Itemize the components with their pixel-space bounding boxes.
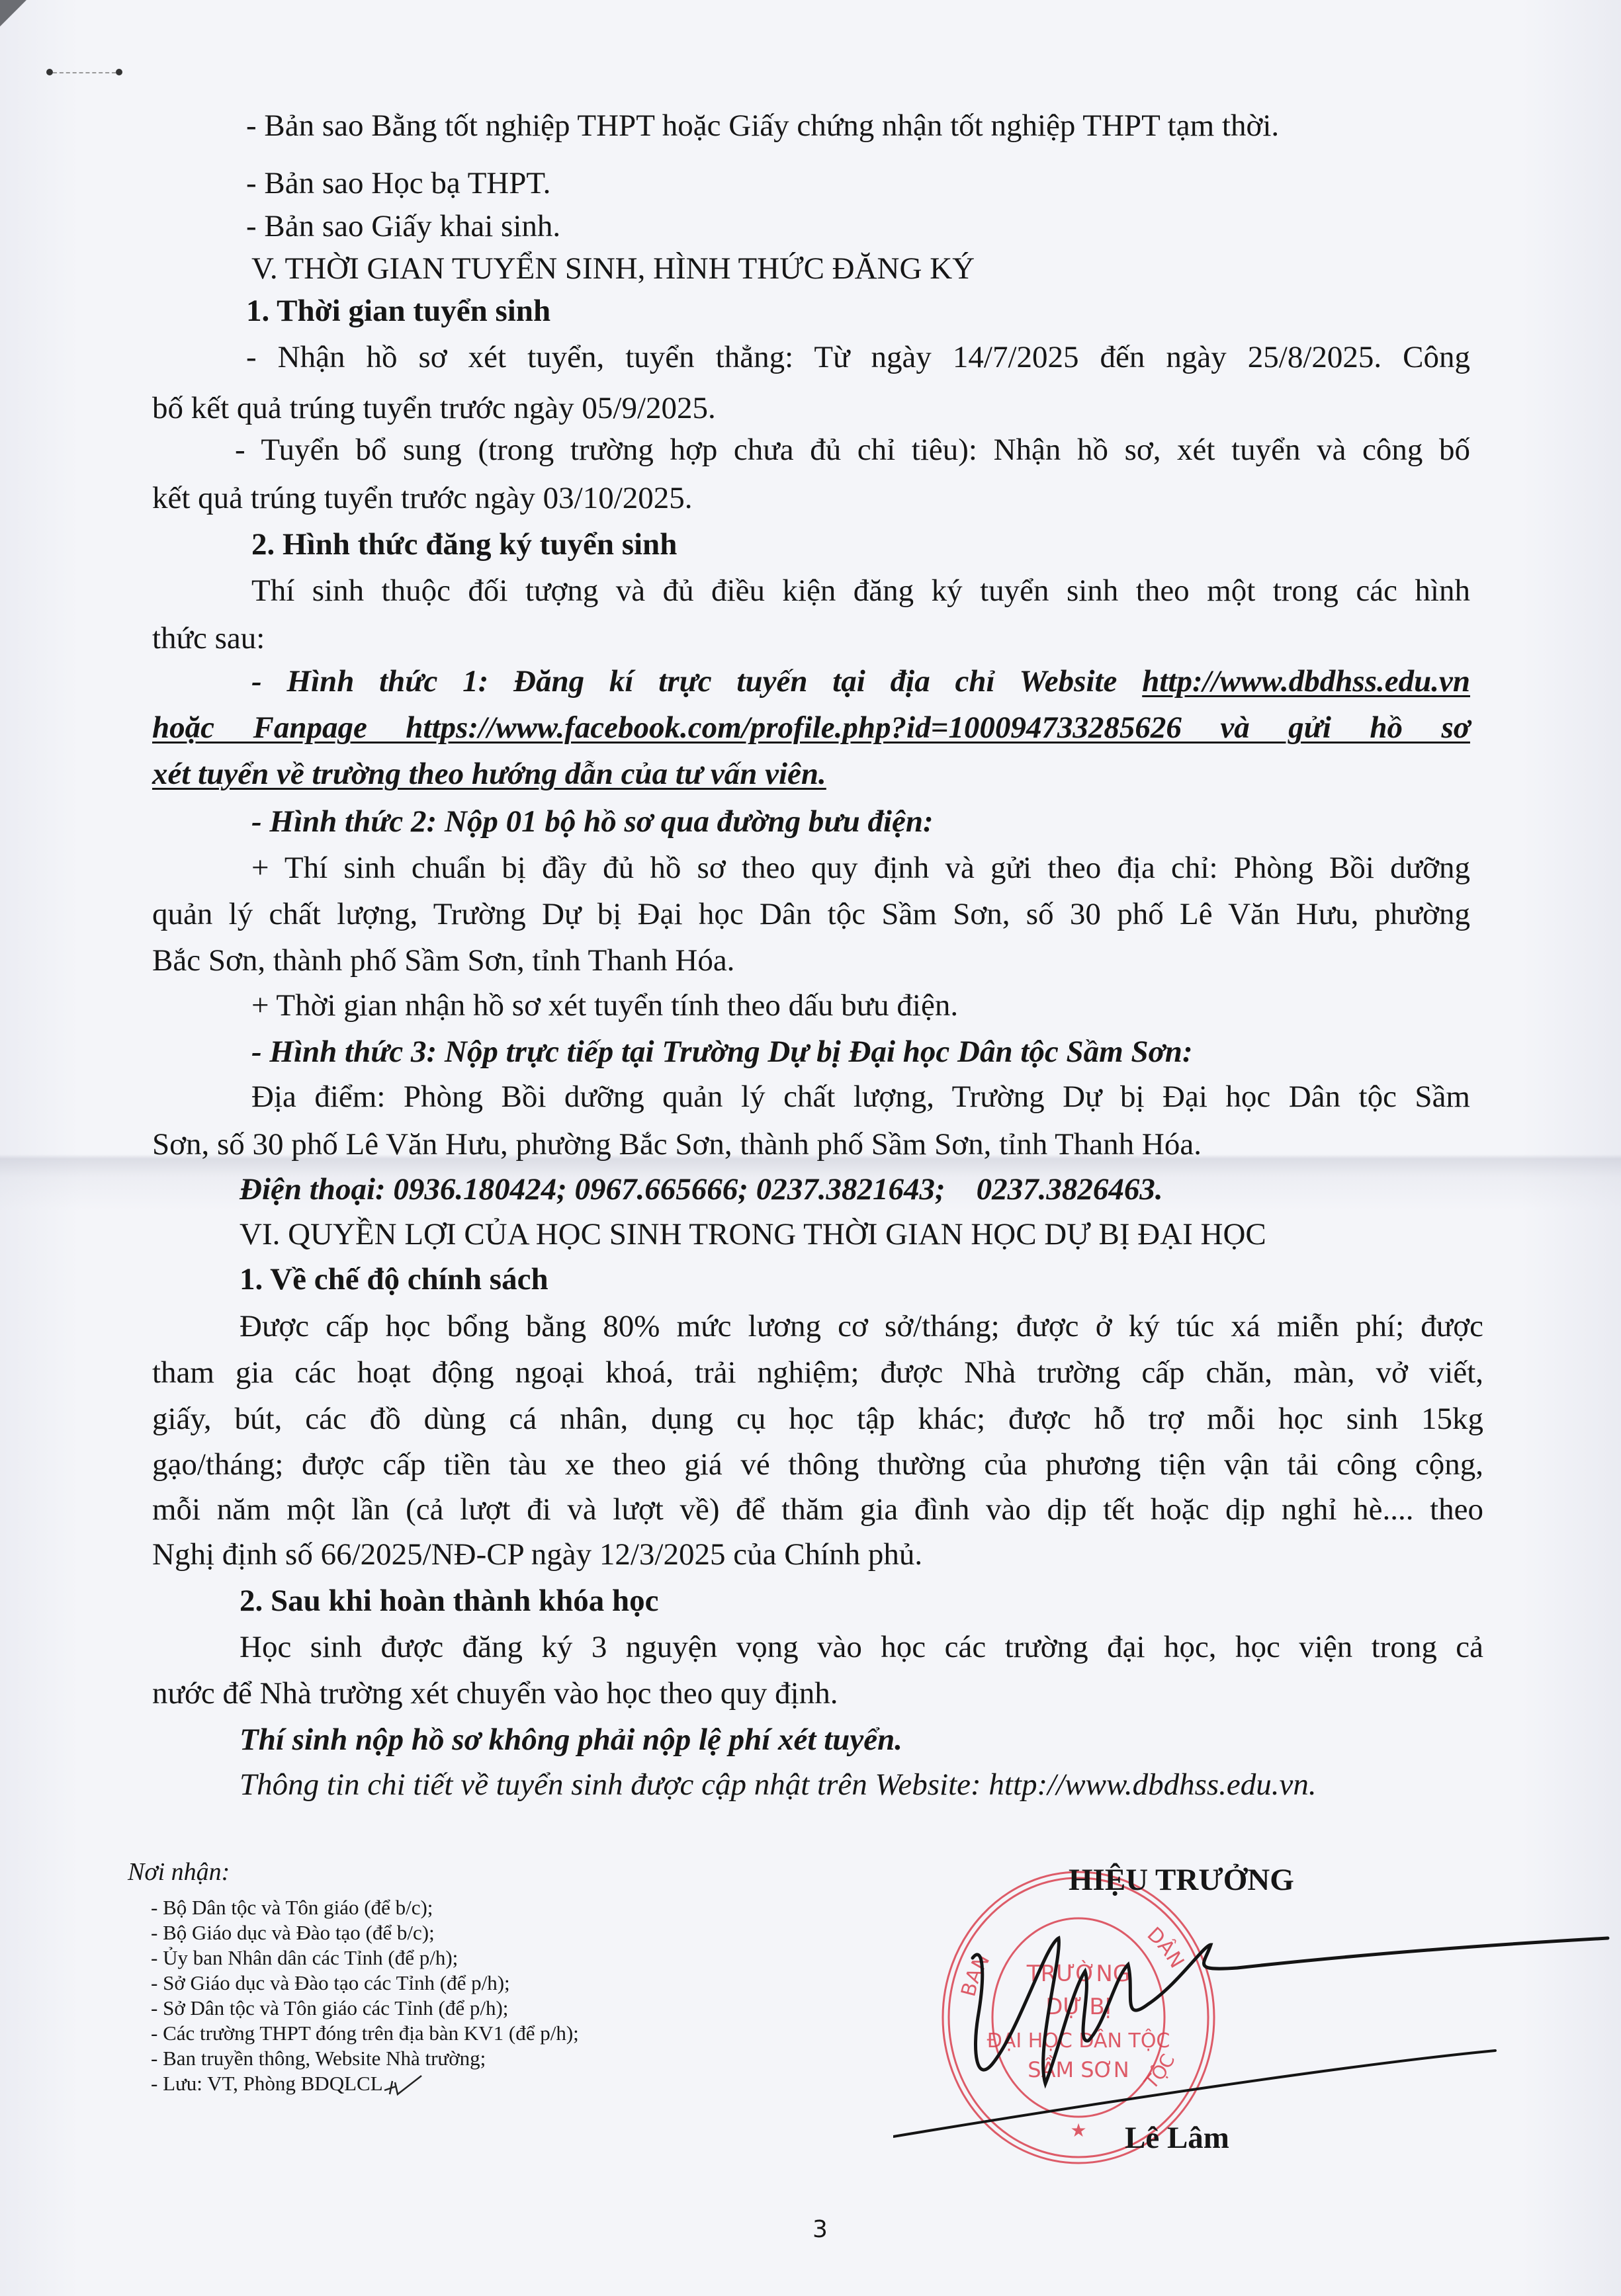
paragraph-line: + Thí sinh chuẩn bị đầy đủ hồ sơ theo quy định và gửi theo địa chỉ: Phòng Bồi dưỡng	[251, 851, 1470, 885]
svg-text:ĐẠI HỌC DÂN TỘC: ĐẠI HỌC DÂN TỘC	[986, 2029, 1170, 2053]
method1-line	[251, 661, 1470, 701]
recipient-item: - Sở Giáo dục và Đào tạo các Tỉnh (để p/h);	[151, 1971, 510, 1994]
info-note: Thông tin chi tiết về tuyển sinh được cập nhật trên Website: http://www.dbdhss.edu.vn.	[240, 1767, 1317, 1802]
page-number: 3	[812, 2216, 828, 2243]
paragraph-line: bố kết quả trúng tuyển trước ngày 05/9/2025.	[152, 391, 716, 425]
paragraph-line: - Tuyển bổ sung (trong trường hợp chưa đủ chỉ tiêu): Nhận hồ sơ, xét tuyển và công bố	[235, 433, 1470, 467]
recipient-archive-text: - Lưu: VT, Phòng BDQLCL	[151, 2072, 383, 2095]
signature-icon	[893, 1918, 1621, 2143]
paragraph-line: Thí sinh thuộc đối tượng và đủ điều kiện đăng ký tuyển sinh theo một trong các hình	[251, 574, 1470, 608]
paragraph-line: Bắc Sơn, thành phố Sầm Sơn, tỉnh Thanh Hóa.	[152, 943, 735, 978]
required-doc-item: - Bản sao Bằng tốt nghiệp THPT hoặc Giấy chứng nhận tốt nghiệp THPT tạm thời.	[246, 108, 1280, 143]
svg-text:★: ★	[1070, 2119, 1087, 2141]
paragraph-line: Học sinh được đăng ký 3 nguyện vọng vào học các trường đại học, học viện trong cả	[240, 1630, 1483, 1664]
recipient-item: - Bộ Dân tộc và Tôn giáo (để b/c);	[151, 1896, 433, 1919]
paragraph-line: - Nhận hồ sơ xét tuyển, tuyển thẳng: Từ ngày 14/7/2025 đến ngày 25/8/2025. Công	[246, 340, 1470, 374]
page-corner-fold	[0, 0, 26, 26]
subsection-heading: 1. Về chế độ chính sách	[240, 1262, 548, 1297]
paragraph-line: Địa điểm: Phòng Bồi dưỡng quản lý chất lượng, Trường Dự bị Đại học Dân tộc Sầm	[251, 1080, 1470, 1114]
fanpage-link[interactable]: hoặc Fanpage https://www.facebook.com/profile.php?id=100094733285626 và gửi hồ sơ	[152, 710, 1470, 745]
recipient-item: - Ban truyền thông, Website Nhà trường;	[151, 2047, 486, 2070]
svg-text:BAN: BAN	[957, 1950, 995, 1999]
required-doc-item: - Bản sao Học bạ THPT.	[246, 166, 551, 200]
paragraph-line: giấy, bút, các đồ dùng cá nhân, dụng cụ học tập khác; được hỗ trợ mỗi học sinh 15kg	[152, 1402, 1483, 1436]
svg-text:TỘC: TỘC	[1140, 2050, 1180, 2094]
recipient-item: - Ủy ban Nhân dân các Tỉnh (để p/h);	[151, 1946, 459, 1969]
paragraph-line: Nghị định số 66/2025/NĐ-CP ngày 12/3/2025 của Chính phủ.	[152, 1537, 923, 1572]
paragraph-line: + Thời gian nhận hồ sơ xét tuyển tính theo dấu bưu điện.	[251, 988, 959, 1023]
method3-heading: - Hình thức 3: Nộp trực tiếp tại Trường Dự bị Đại học Dân tộc Sầm Sơn:	[251, 1035, 1193, 1069]
svg-text:DỰ BỊ: DỰ BỊ	[1045, 1994, 1112, 2020]
paragraph-line: kết quả trúng tuyển trước ngày 03/10/2025.	[152, 481, 693, 515]
section-heading: VI. QUYỀN LỢI CỦA HỌC SINH TRONG THỜI GIAN HỌC DỰ BỊ ĐẠI HỌC	[240, 1217, 1266, 1252]
staple-mark-icon	[46, 66, 126, 79]
recipient-item: - Các trường THPT đóng trên địa bàn KV1 (để p/h);	[151, 2021, 579, 2045]
phone-numbers: Điện thoại: 0936.180424; 0967.665666; 0237.3821643; 0237.3826463.	[240, 1172, 1163, 1207]
method2-heading: - Hình thức 2: Nộp 01 bộ hồ sơ qua đường bưu điện:	[251, 804, 934, 839]
fee-note: Thí sinh nộp hồ sơ không phải nộp lệ phí xét tuyển.	[240, 1722, 903, 1757]
recipient-item: - Bộ Giáo dục và Đào tạo (để b/c);	[151, 1921, 435, 1944]
subsection-heading: 1. Thời gian tuyển sinh	[246, 294, 551, 328]
recipients-list	[151, 1895, 579, 2097]
svg-text:SẦM SƠN: SẦM SƠN	[1028, 2057, 1129, 2082]
signatory-title: HIỆU TRƯỞNG	[1069, 1863, 1294, 1897]
paragraph-line: gạo/tháng; được cấp tiền tàu xe theo giá vé thông thường của phương tiện vận tải công cộng,	[152, 1447, 1483, 1482]
subsection-heading: 2. Hình thức đăng ký tuyển sinh	[251, 527, 678, 562]
paragraph-line: thức sau:	[152, 621, 265, 656]
paragraph-line: tham gia các hoạt động ngoại khoá, trải nghiệm; được Nhà trường cấp chăn, màn, vở viết,	[152, 1355, 1483, 1390]
recipients-title: Nơi nhận:	[128, 1858, 230, 1886]
method1-prefix: - Hình thức 1: Đăng kí trực tuyến tại địa chỉ Website	[251, 664, 1143, 699]
paragraph-line: mỗi năm một lần (cả lượt đi và lượt về) để thăm gia đình vào dịp tết hoặc dịp nghỉ hè.... theo	[152, 1492, 1483, 1527]
paragraph-line: Sơn, số 30 phố Lê Văn Hưu, phường Bắc Sơn, thành phố Sầm Sơn, tỉnh Thanh Hóa.	[152, 1127, 1202, 1162]
subsection-heading: 2. Sau khi hoàn thành khóa học	[240, 1584, 659, 1618]
paragraph-line: Được cấp học bổng bằng 80% mức lương cơ sở/tháng; được ở ký túc xá miễn phí; được	[240, 1309, 1483, 1343]
paragraph-line: quản lý chất lượng, Trường Dự bị Đại học Dân tộc Sầm Sơn, số 30 phố Lê Văn Hưu, phường	[152, 897, 1470, 931]
recipient-item-archive	[151, 2071, 579, 2097]
svg-text:TRƯỜNG: TRƯỜNG	[1026, 1961, 1131, 1987]
required-doc-item: - Bản sao Giấy khai sinh.	[246, 209, 561, 243]
section-heading: V. THỜI GIAN TUYỂN SINH, HÌNH THỨC ĐĂNG KÝ	[251, 251, 975, 286]
svg-text:DÂN: DÂN	[1142, 1922, 1189, 1973]
initials-mark-icon	[383, 2074, 423, 2097]
signatory-name: Lê Lâm	[1125, 2121, 1229, 2155]
recipient-item: - Sở Dân tộc và Tôn giáo các Tỉnh (để p/h);	[151, 1996, 509, 2020]
paragraph-line: nước để Nhà trường xét chuyển vào học theo quy định.	[152, 1676, 838, 1711]
method1-instruction: xét tuyển về trường theo hướng dẫn của tư vấn viên.	[152, 757, 826, 791]
website-link[interactable]: http://www.dbdhss.edu.vn	[1142, 664, 1470, 699]
